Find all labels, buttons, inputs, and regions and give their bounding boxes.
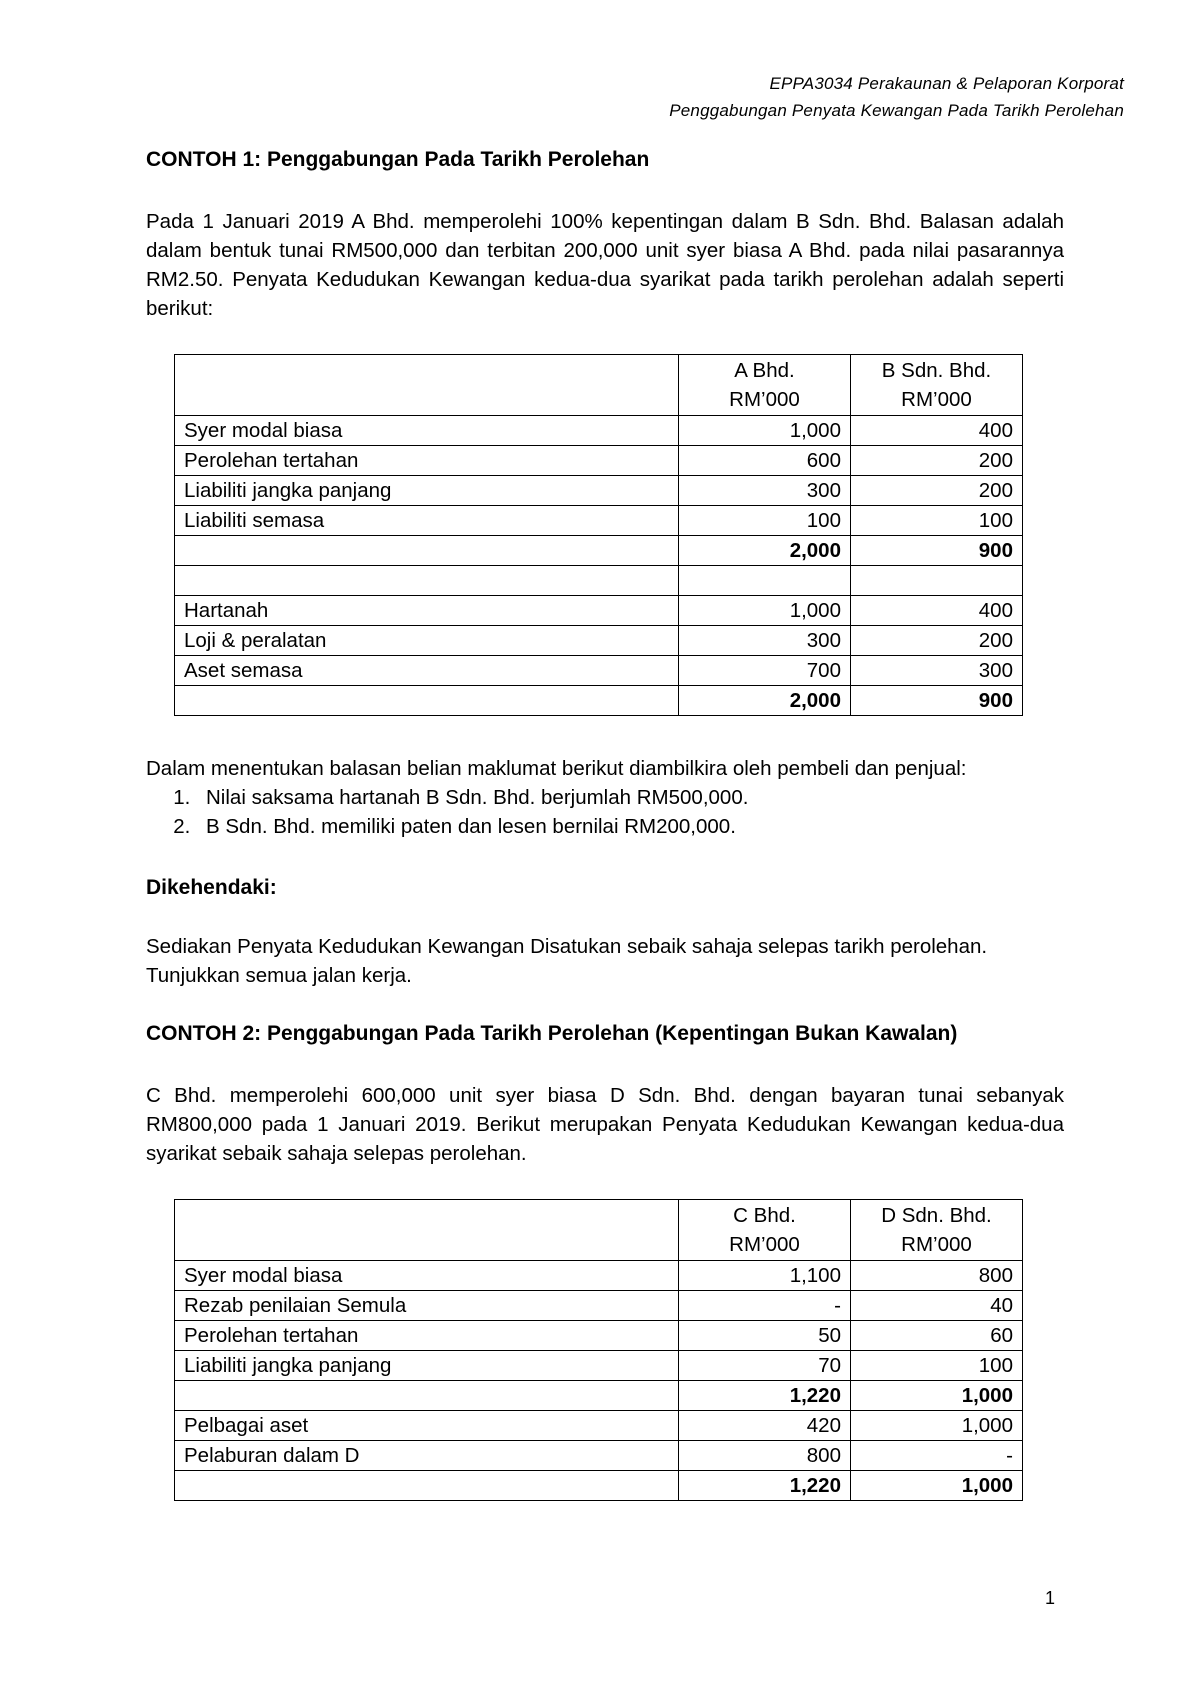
required-heading: Dikehendaki: [146, 876, 277, 899]
row-label: Perolehan tertahan [175, 446, 679, 476]
column-header-b-sdn-bhd [851, 355, 1023, 416]
example2-heading: CONTOH 2: Penggabungan Pada Tarikh Perolehan (Kepentingan Bukan Kawalan) [146, 1022, 958, 1045]
cell-c-bhd: 50 [679, 1321, 851, 1351]
header-empty-cell [175, 1200, 679, 1261]
column-name: C Bhd. [733, 1204, 796, 1227]
row-label: Rezab penilaian Semula [175, 1291, 679, 1321]
cell-a-bhd: 700 [679, 656, 851, 686]
table-row [175, 1321, 1023, 1351]
header-course-title: EPPA3034 Perakaunan & Pelaporan Korporat [769, 74, 1124, 93]
cell-b-sdn-bhd: 200 [851, 476, 1023, 506]
total-row [175, 686, 1023, 716]
example1-info-list-wrap [146, 783, 1064, 841]
table-row [175, 1291, 1023, 1321]
cell-d-sdn-bhd: 800 [851, 1261, 1023, 1291]
cell-c-bhd: 70 [679, 1351, 851, 1381]
cell-d-sdn-bhd: 100 [851, 1351, 1023, 1381]
list-item: 1. Nilai saksama hartanah B Sdn. Bhd. berjumlah RM500,000. [196, 783, 1064, 812]
row-label [175, 536, 679, 566]
total-row [175, 1381, 1023, 1411]
table-header-row [175, 1200, 1023, 1261]
example1-info-list [146, 783, 1064, 841]
total-a-bhd: 2,000 [679, 686, 851, 716]
row-label: Syer modal biasa [175, 1261, 679, 1291]
table-header-row [175, 355, 1023, 416]
column-header-d-sdn-bhd [851, 1200, 1023, 1261]
row-label: Pelbagai aset [175, 1411, 679, 1441]
column-unit: RM’000 [729, 388, 800, 411]
row-label: Liabiliti jangka panjang [175, 1351, 679, 1381]
example1-intro: Pada 1 Januari 2019 A Bhd. memperolehi 100% kepentingan dalam B Sdn. Bhd. Balasan adalah dalam bentuk tunai RM500,000 dan terbitan 200,000 unit syer biasa A Bhd. pada nilai pasarannya RM2.50. Penyata Kedudukan Kewangan kedua-dua syarikat pada tarikh perolehan adalah seperti berikut: [146, 210, 1064, 320]
cell-d-sdn-bhd: 1,000 [851, 1411, 1023, 1441]
total-b-sdn-bhd: 900 [851, 536, 1023, 566]
example1-heading: CONTOH 1: Penggabungan Pada Tarikh Perolehan [146, 148, 650, 171]
table-row [175, 596, 1023, 626]
cell-c-bhd: 1,100 [679, 1261, 851, 1291]
total-c-bhd: 1,220 [679, 1471, 851, 1501]
spacer-row [175, 566, 1023, 596]
cell-a-bhd: 300 [679, 626, 851, 656]
row-label: Hartanah [175, 596, 679, 626]
cell-b-sdn-bhd: 300 [851, 656, 1023, 686]
column-name: A Bhd. [734, 359, 795, 382]
table-row [175, 656, 1023, 686]
cell-a-bhd: 1,000 [679, 416, 851, 446]
cell-c-bhd: 800 [679, 1441, 851, 1471]
row-label: Loji & peralatan [175, 626, 679, 656]
column-name: B Sdn. Bhd. [881, 359, 992, 382]
row-label: Pelaburan dalam D [175, 1441, 679, 1471]
total-d-sdn-bhd: 1,000 [851, 1471, 1023, 1501]
column-unit: RM’000 [901, 388, 972, 411]
table-row [175, 476, 1023, 506]
page-number: 1 [1045, 1588, 1056, 1608]
column-name: D Sdn. Bhd. [881, 1204, 992, 1227]
header-topic-title: Penggabungan Penyata Kewangan Pada Tarikh Perolehan [669, 101, 1124, 120]
row-label [175, 1381, 679, 1411]
column-unit: RM’000 [901, 1233, 972, 1256]
cell-d-sdn-bhd: 40 [851, 1291, 1023, 1321]
header-empty-cell [175, 355, 679, 416]
list-item: 2. B Sdn. Bhd. memiliki paten dan lesen bernilai RM200,000. [196, 812, 1064, 841]
table-row [175, 1441, 1023, 1471]
cell-a-bhd: 600 [679, 446, 851, 476]
cell-a-bhd: 300 [679, 476, 851, 506]
row-label: Aset semasa [175, 656, 679, 686]
example1-table [174, 354, 1023, 716]
required-text: Sediakan Penyata Kedudukan Kewangan Disatukan sebaik sahaja selepas tarikh perolehan. Tunjukkan semua jalan kerja. [146, 935, 988, 987]
cell-c-bhd: - [679, 1291, 851, 1321]
row-label [175, 1471, 679, 1501]
cell-a-bhd: 1,000 [679, 596, 851, 626]
total-c-bhd: 1,220 [679, 1381, 851, 1411]
row-label [175, 686, 679, 716]
row-label: Liabiliti jangka panjang [175, 476, 679, 506]
total-row [175, 536, 1023, 566]
cell-d-sdn-bhd: 60 [851, 1321, 1023, 1351]
example2-intro: C Bhd. memperolehi 600,000 unit syer biasa D Sdn. Bhd. dengan bayaran tunai sebanyak RM800,000 pada 1 Januari 2019. Berikut merupakan Penyata Kedudukan Kewangan kedua-dua syarikat sebaik sahaja selepas perolehan. [146, 1084, 1064, 1165]
row-label [175, 566, 679, 596]
cell-b-sdn-bhd: 100 [851, 506, 1023, 536]
example2-table [174, 1199, 1023, 1501]
cell-b-sdn-bhd: 400 [851, 596, 1023, 626]
table-row [175, 1261, 1023, 1291]
table-row [175, 446, 1023, 476]
cell-d-sdn-bhd: - [851, 1441, 1023, 1471]
cell-a-bhd: 100 [679, 506, 851, 536]
row-label: Syer modal biasa [175, 416, 679, 446]
table-row [175, 416, 1023, 446]
table-row [175, 626, 1023, 656]
example1-info-intro: Dalam menentukan balasan belian maklumat berikut diambilkira oleh pembeli dan penjual: [146, 757, 967, 780]
cell-b-sdn-bhd: 200 [851, 446, 1023, 476]
cell-b-sdn-bhd [851, 566, 1023, 596]
column-header-a-bhd [679, 355, 851, 416]
cell-b-sdn-bhd: 400 [851, 416, 1023, 446]
cell-c-bhd: 420 [679, 1411, 851, 1441]
cell-a-bhd [679, 566, 851, 596]
total-d-sdn-bhd: 1,000 [851, 1381, 1023, 1411]
table-row [175, 1351, 1023, 1381]
total-b-sdn-bhd: 900 [851, 686, 1023, 716]
total-row [175, 1471, 1023, 1501]
table-row [175, 1411, 1023, 1441]
table-row [175, 506, 1023, 536]
column-unit: RM’000 [729, 1233, 800, 1256]
total-a-bhd: 2,000 [679, 536, 851, 566]
row-label: Liabiliti semasa [175, 506, 679, 536]
column-header-c-bhd [679, 1200, 851, 1261]
row-label: Perolehan tertahan [175, 1321, 679, 1351]
cell-b-sdn-bhd: 200 [851, 626, 1023, 656]
